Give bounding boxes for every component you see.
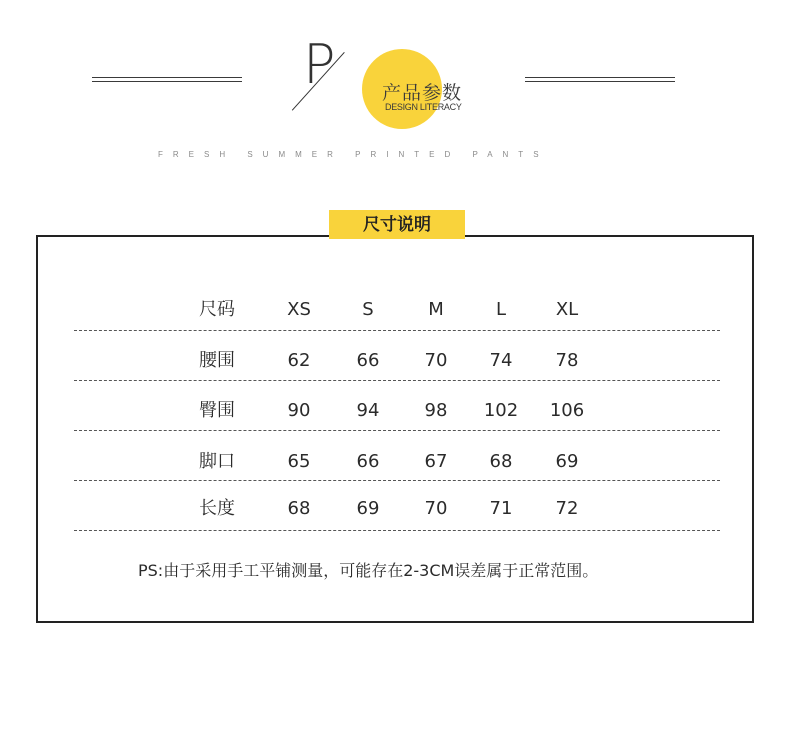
- table-header-row: [74, 290, 720, 330]
- table-row: [74, 391, 720, 431]
- measurement-note: PS:由于采用手工平铺测量，可能存在2-3CM误差属于正常范围。: [138, 561, 599, 580]
- row-divider: [74, 480, 720, 481]
- table-cell: 102: [483, 400, 519, 421]
- table-cell: 68: [489, 451, 513, 472]
- row-label: 腰围: [199, 350, 235, 371]
- header-cell: XS: [287, 299, 311, 320]
- row-label: 脚口: [199, 451, 235, 472]
- table-row: [74, 341, 720, 381]
- table-cell: 71: [489, 498, 513, 519]
- header-letter: P: [303, 33, 336, 96]
- decorative-double-line-left: [92, 77, 242, 82]
- table-cell: 66: [356, 451, 380, 472]
- table-cell: 65: [287, 451, 311, 472]
- table-cell: 74: [489, 350, 513, 371]
- table-cell: 70: [424, 498, 448, 519]
- header-cell: XL: [555, 299, 579, 320]
- table-cell: 66: [356, 350, 380, 371]
- header-cell: 尺码: [199, 299, 235, 320]
- table-cell: 68: [287, 498, 311, 519]
- header-subtitle-en: DESIGN LITERACY: [385, 102, 462, 112]
- table-row: [74, 489, 720, 529]
- table-cell: 72: [555, 498, 579, 519]
- table-row: [74, 442, 720, 482]
- table-cell: 70: [424, 350, 448, 371]
- table-cell: 94: [356, 400, 380, 421]
- section-tag: 尺寸说明: [329, 210, 465, 239]
- table-cell: 106: [549, 400, 585, 421]
- row-label: 长度: [199, 498, 235, 519]
- table-cell: 98: [424, 400, 448, 421]
- row-divider: [74, 530, 720, 531]
- row-divider: [74, 330, 720, 331]
- table-cell: 78: [555, 350, 579, 371]
- table-cell: 67: [424, 451, 448, 472]
- table-cell: 69: [555, 451, 579, 472]
- header-title: 产品参数: [382, 82, 463, 104]
- row-label: 臀围: [199, 400, 235, 421]
- header-cell: L: [495, 299, 507, 320]
- row-divider: [74, 430, 720, 431]
- table-cell: 62: [287, 350, 311, 371]
- tagline: FRESH SUMMER PRINTED PANTS: [158, 150, 549, 159]
- table-cell: 69: [356, 498, 380, 519]
- table-cell: 90: [287, 400, 311, 421]
- row-divider: [74, 380, 720, 381]
- header-cell: S: [362, 299, 374, 320]
- decorative-double-line-right: [525, 77, 675, 82]
- header-cell: M: [428, 299, 444, 320]
